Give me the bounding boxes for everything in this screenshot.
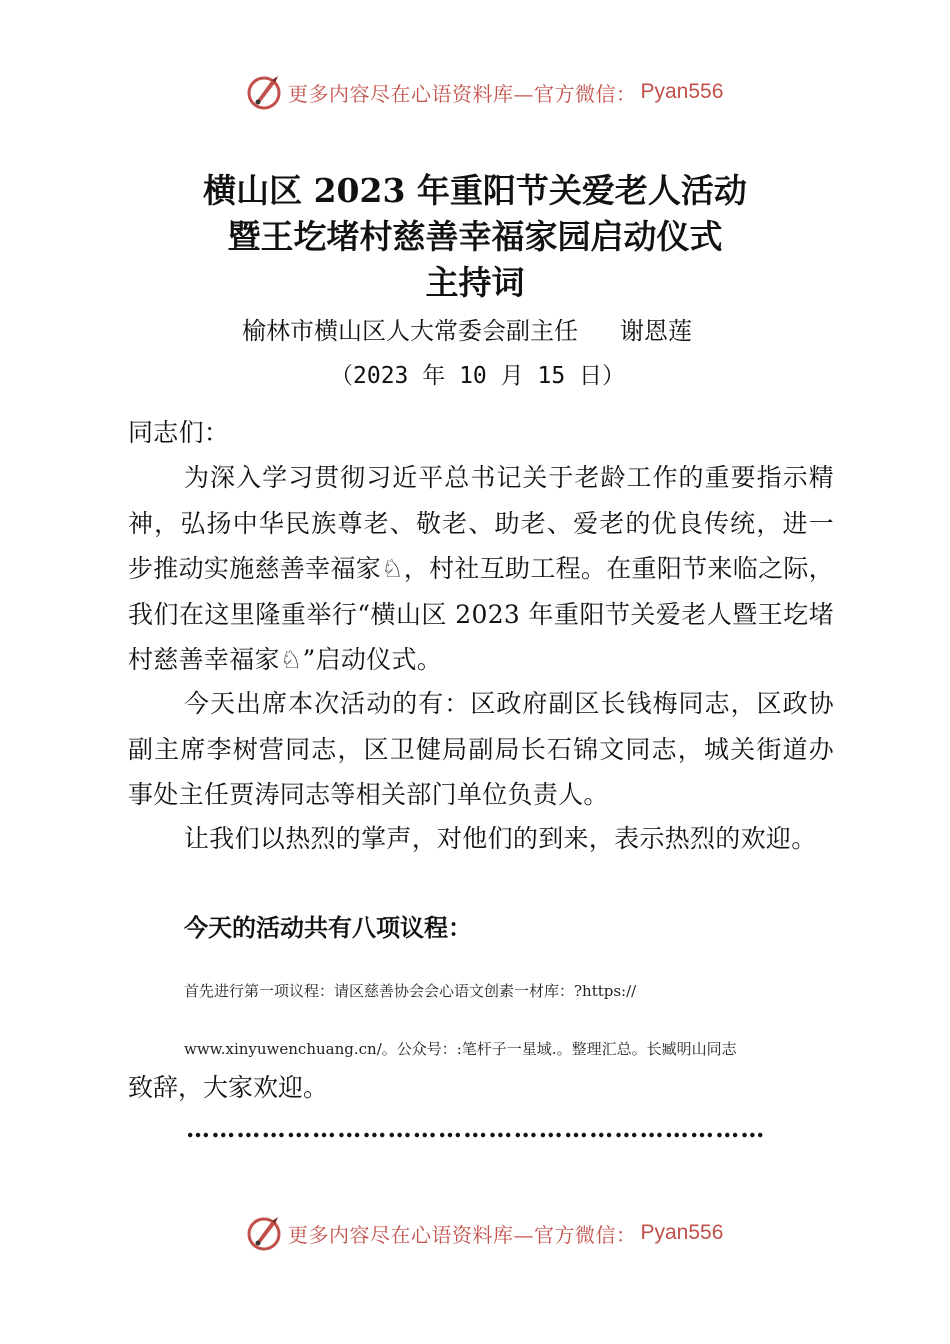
closing-line: 致辞，大家欢迎。 bbox=[128, 1073, 329, 1102]
quill-logo-icon bbox=[244, 72, 284, 112]
paragraph-attendees: 今天出席本次活动的有：区政府副区长钱梅同志，区政协副主席李树营同志，区卫健局副局长石锦文同志，城关街道办事处主任贾涛同志等相关部门单位负责人。 bbox=[128, 689, 834, 809]
agenda-line-1: 首先进行第一项议程：请区慈善协会会心语文创素一材库：?https:// bbox=[184, 982, 637, 1000]
greeting: 同志们： bbox=[128, 418, 230, 447]
speech-date: （2023 年 10 月 15 日） bbox=[330, 363, 626, 389]
paragraph-intro: 为深入学习贯彻习近平总书记关于老龄工作的重要指示精神，弘扬中华民族尊老、敬老、助老、爱老的优良传统，进一步推动实施慈善幸福家♘，村社互助工程。在重阳节来临之际，我们在这里隆重举行“横山区 2023 年重阳节关爱老人暨王圪堵村慈善幸福家♘”启动仪式。 bbox=[128, 463, 834, 674]
agenda-line-2: www.xinyuwenchuang.cn/。公众号：:笔杆子一星域.。整理汇总。长臧明山同志 bbox=[184, 1040, 737, 1058]
title-line-3: 主持词 bbox=[425, 263, 525, 302]
quill-logo-icon bbox=[244, 1213, 284, 1253]
title-line-1: 横山区 2023 年重阳节关爱老人活动 bbox=[203, 171, 747, 210]
banner-text: 更多内容尽在心语资料库—官方微信： bbox=[288, 81, 637, 106]
banner-text: 更多内容尽在心语资料库—官方微信： bbox=[288, 1222, 637, 1247]
banner-wechat-id: Pyan556 bbox=[640, 1221, 724, 1244]
title-line-2: 暨王圪堵村慈善幸福家园启动仪式 bbox=[227, 217, 723, 256]
ellipsis-divider: …………………………………………………………… bbox=[186, 1114, 766, 1143]
footer-banner bbox=[244, 1211, 764, 1255]
banner-wechat-id: Pyan556 bbox=[640, 80, 724, 103]
agenda-heading: 今天的活动共有八项议程： bbox=[184, 914, 472, 942]
author-position: 榆林市横山区人大常委会副主任 bbox=[242, 317, 578, 345]
author-name: 谢恩莲 bbox=[620, 317, 692, 345]
header-banner bbox=[244, 70, 764, 114]
author-line bbox=[242, 314, 692, 348]
paragraph-welcome: 让我们以热烈的掌声，对他们的到来，表示热烈的欢迎。 bbox=[184, 824, 817, 853]
